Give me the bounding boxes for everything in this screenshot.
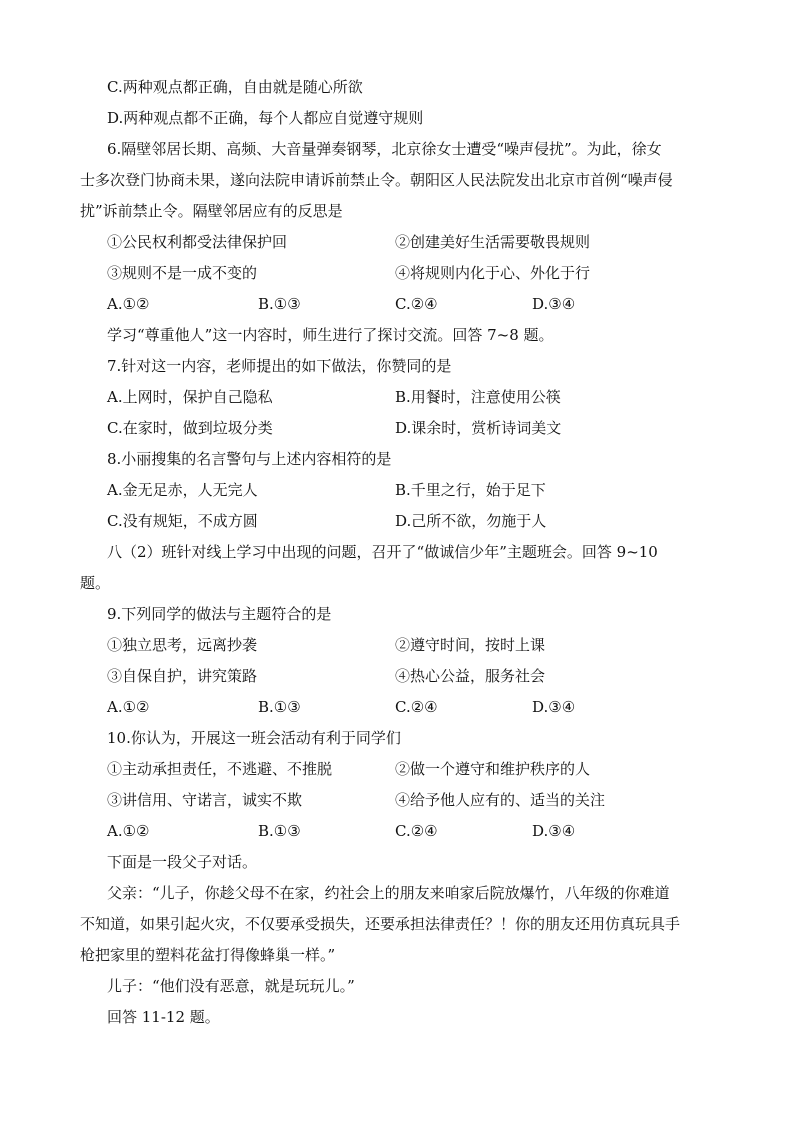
text-line: 不知道，如果引起火灾，不仅要承受损失，还要承担法律责任？！你的朋友还用仿真玩具手 (80, 915, 681, 933)
answer-choice: B.①③ (258, 295, 301, 313)
text-line: 儿子：“他们没有恶意，就是玩玩儿。” (107, 977, 355, 995)
option-item: ③规则不是一成不变的 (107, 264, 258, 282)
question-6-cont (0, 165, 794, 196)
option-line (0, 72, 794, 103)
text-line: 题。 (80, 574, 111, 592)
option-line (0, 103, 794, 134)
answer-choice: D.③④ (532, 698, 576, 716)
option-item: B.千里之行，始于足下 (395, 481, 546, 499)
answer-row (0, 289, 794, 320)
question-10 (0, 723, 794, 754)
section-intro (0, 1002, 794, 1033)
answer-choice: A.①② (107, 295, 150, 313)
text-line: 八（2）班针对线上学习中出现的问题，召开了“做诚信少年”主题班会。回答 9~10 (107, 543, 658, 561)
option-row (0, 754, 794, 785)
option-item: ②做一个遵守和维护秩序的人 (395, 760, 591, 778)
text-line: 下面是一段父子对话。 (107, 853, 258, 871)
question-6 (0, 134, 794, 165)
answer-choice: D.③④ (532, 295, 576, 313)
text-line: 学习“尊重他人”这一内容时，师生进行了探讨交流。回答 7~8 题。 (107, 326, 554, 344)
text-line: 士多次登门协商未果，遂向法院申请诉前禁止令。朝阳区人民法院发出北京市首例“噪声侵 (80, 171, 673, 189)
option-row (0, 475, 794, 506)
text-line: D.两种观点都不正确，每个人都应自觉遵守规则 (107, 109, 424, 127)
option-row (0, 630, 794, 661)
option-item: ①公民权利都受法律保护回 (107, 233, 288, 251)
option-item: A.金无足赤，人无完人 (107, 481, 258, 499)
answer-choice: A.①② (107, 698, 150, 716)
answer-row (0, 692, 794, 723)
answer-choice: C.②④ (395, 822, 438, 840)
option-row (0, 785, 794, 816)
option-item: C.没有规矩，不成方圆 (107, 512, 258, 530)
answer-choice: A.①② (107, 822, 150, 840)
section-intro (0, 847, 794, 878)
option-item: ①主动承担责任，不逃避、不推脱 (107, 760, 333, 778)
answer-choice: C.②④ (395, 698, 438, 716)
option-item: ④将规则内化于心、外化于行 (395, 264, 591, 282)
answer-choice: B.①③ (258, 698, 301, 716)
question-9 (0, 599, 794, 630)
question-8 (0, 444, 794, 475)
option-item: ②创建美好生活需要敬畏规则 (395, 233, 591, 251)
text-line: 6.隔壁邻居长期、高频、大音量弹奏钢琴，北京徐女士遭受“噪声侵扰”。为此，徐女 (107, 140, 662, 158)
option-row (0, 506, 794, 537)
dialogue-father-cont (0, 940, 794, 971)
option-item: ①独立思考，远离抄袭 (107, 636, 258, 654)
option-row (0, 382, 794, 413)
option-item: D.课余时，赏析诗词美文 (395, 419, 562, 437)
text-line: C.两种观点都正确，自由就是随心所欲 (107, 78, 363, 96)
answer-choice: D.③④ (532, 822, 576, 840)
text-line: 枪把家里的塑料花盆打得像蜂巢一样。” (80, 946, 336, 964)
option-row (0, 413, 794, 444)
answer-choice: C.②④ (395, 295, 438, 313)
option-item: ②遵守时间，按时上课 (395, 636, 546, 654)
text-line: 9.下列同学的做法与主题符合的是 (107, 605, 332, 623)
option-item: ④热心公益，服务社会 (395, 667, 546, 685)
section-intro (0, 537, 794, 568)
option-item: ③自保自护，讲究策路 (107, 667, 258, 685)
option-item: B.用餐时，注意使用公筷 (395, 388, 561, 406)
section-intro-cont (0, 568, 794, 599)
text-line: 扰”诉前禁止令。隔壁邻居应有的反思是 (80, 202, 343, 220)
text-line: 8.小丽搜集的名言警句与上述内容相符的是 (107, 450, 392, 468)
option-row (0, 227, 794, 258)
text-line: 父亲：“儿子，你趁父母不在家，约社会上的朋友来咱家后院放爆竹，八年级的你难道 (107, 884, 670, 902)
option-item: C.在家时，做到垃圾分类 (107, 419, 273, 437)
option-item: ④给予他人应有的、适当的关注 (395, 791, 606, 809)
text-line: 回答 11-12 题。 (107, 1008, 220, 1026)
answer-row (0, 816, 794, 847)
option-item: A.上网时，保护自己隐私 (107, 388, 273, 406)
text-line: 10.你认为，开展这一班会活动有利于同学们 (107, 729, 401, 747)
section-intro (0, 320, 794, 351)
option-item: D.己所不欲，勿施于人 (395, 512, 547, 530)
dialogue-father-cont (0, 909, 794, 940)
option-item: ③讲信用、守诺言，诚实不欺 (107, 791, 303, 809)
question-7 (0, 351, 794, 382)
question-6-cont (0, 196, 794, 227)
text-line: 7.针对这一内容，老师提出的如下做法，你赞同的是 (107, 357, 452, 375)
answer-choice: B.①③ (258, 822, 301, 840)
option-row (0, 258, 794, 289)
dialogue-father (0, 878, 794, 909)
option-row (0, 661, 794, 692)
dialogue-son (0, 971, 794, 1002)
